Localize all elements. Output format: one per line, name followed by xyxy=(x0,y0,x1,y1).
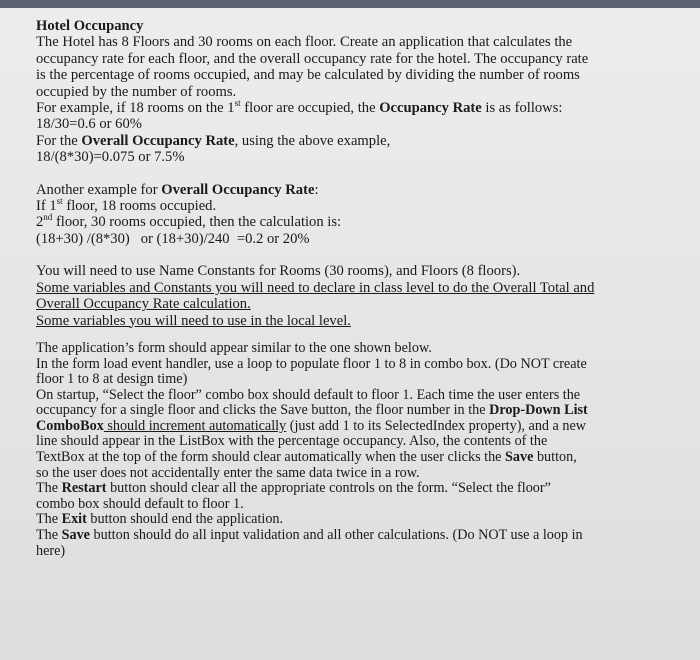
example2-line-2: 2nd floor, 30 rooms occupied, then the calculation is: xyxy=(36,212,342,231)
form-line-7: line should appear in the ListBox with the percentage occupancy. Also, the contents of the xyxy=(36,433,548,450)
example2-calc: (18+30) /(8*30) or (18+30)/240 =0.2 or 20% xyxy=(36,230,310,247)
form-line-2: In the form load event handler, use a loop to populate floor 1 to 8 in combo box. (Do NOT create xyxy=(36,355,587,372)
intro-line-4: occupied by the number of rooms. xyxy=(36,83,237,100)
overall-calc: 18/(8*30)=0.075 or 7.5% xyxy=(36,149,185,166)
form-line-12: The Exit button should end the application. xyxy=(36,511,284,528)
example-calc: 18/30=0.6 or 60% xyxy=(36,116,142,133)
document-page xyxy=(36,18,688,559)
form-line-10: The Restart button should clear all the appropriate controls on the form. “Select the floor” xyxy=(36,480,551,497)
constants-underline-3: Some variables you will need to use in the local level. xyxy=(36,312,351,329)
example-line: For example, if 18 rooms on the 1st floor are occupied, the Occupancy Rate is as follows: xyxy=(36,98,563,117)
form-instructions xyxy=(36,341,688,559)
document-title: Hotel Occupancy xyxy=(36,18,144,34)
intro-line-1: The Hotel has 8 Floors and 30 rooms on each floor. Create an application that calculates the xyxy=(36,34,573,51)
form-line-6: ComboBox should increment automatically (just add 1 to its SelectedIndex property), and a new xyxy=(36,417,587,434)
constants-line: You will need to use Name Constants for Rooms (30 rooms), and Floors (8 floors). xyxy=(36,263,521,280)
form-line-14: here) xyxy=(36,542,66,559)
form-line-5: occupancy for a single floor and clicks the Save button, the floor number in the Drop-Down List xyxy=(36,402,588,419)
constants-underline-1: Some variables and Constants you will need to declare in class level to do the Overall Total and xyxy=(36,279,595,296)
intro-line-3: is the percentage of rooms occupied, and may be calculated by dividing the number of rooms xyxy=(36,67,580,84)
window-top-bar xyxy=(0,0,700,8)
intro-line-2: occupancy rate for each floor, and the overall occupancy rate for the hotel. The occupancy rate xyxy=(36,50,589,67)
form-line-3: floor 1 to 8 at design time) xyxy=(36,371,188,388)
example2-heading: Another example for Overall Occupancy Rate: xyxy=(36,181,319,198)
form-line-4: On startup, “Select the floor” combo box should default to floor 1. Each time the user enters the xyxy=(36,386,581,403)
constants-underline-2: Overall Occupancy Rate calculation. xyxy=(36,296,251,313)
form-line-13: The Save button should do all input validation and all other calculations. (Do NOT use a loop in xyxy=(36,527,583,544)
form-line-1: The application’s form should appear similar to the one shown below. xyxy=(36,339,432,356)
form-line-11: combo box should default to floor 1. xyxy=(36,495,244,512)
form-line-9: so the user does not accidentally enter the same data twice in a row. xyxy=(36,464,420,481)
form-line-8: TextBox at the top of the form should clear automatically when the user clicks the Save button, xyxy=(36,449,577,466)
example2-line-1: If 1st floor, 18 rooms occupied. xyxy=(36,196,217,215)
overall-line: For the Overall Occupancy Rate, using the above example, xyxy=(36,132,391,149)
